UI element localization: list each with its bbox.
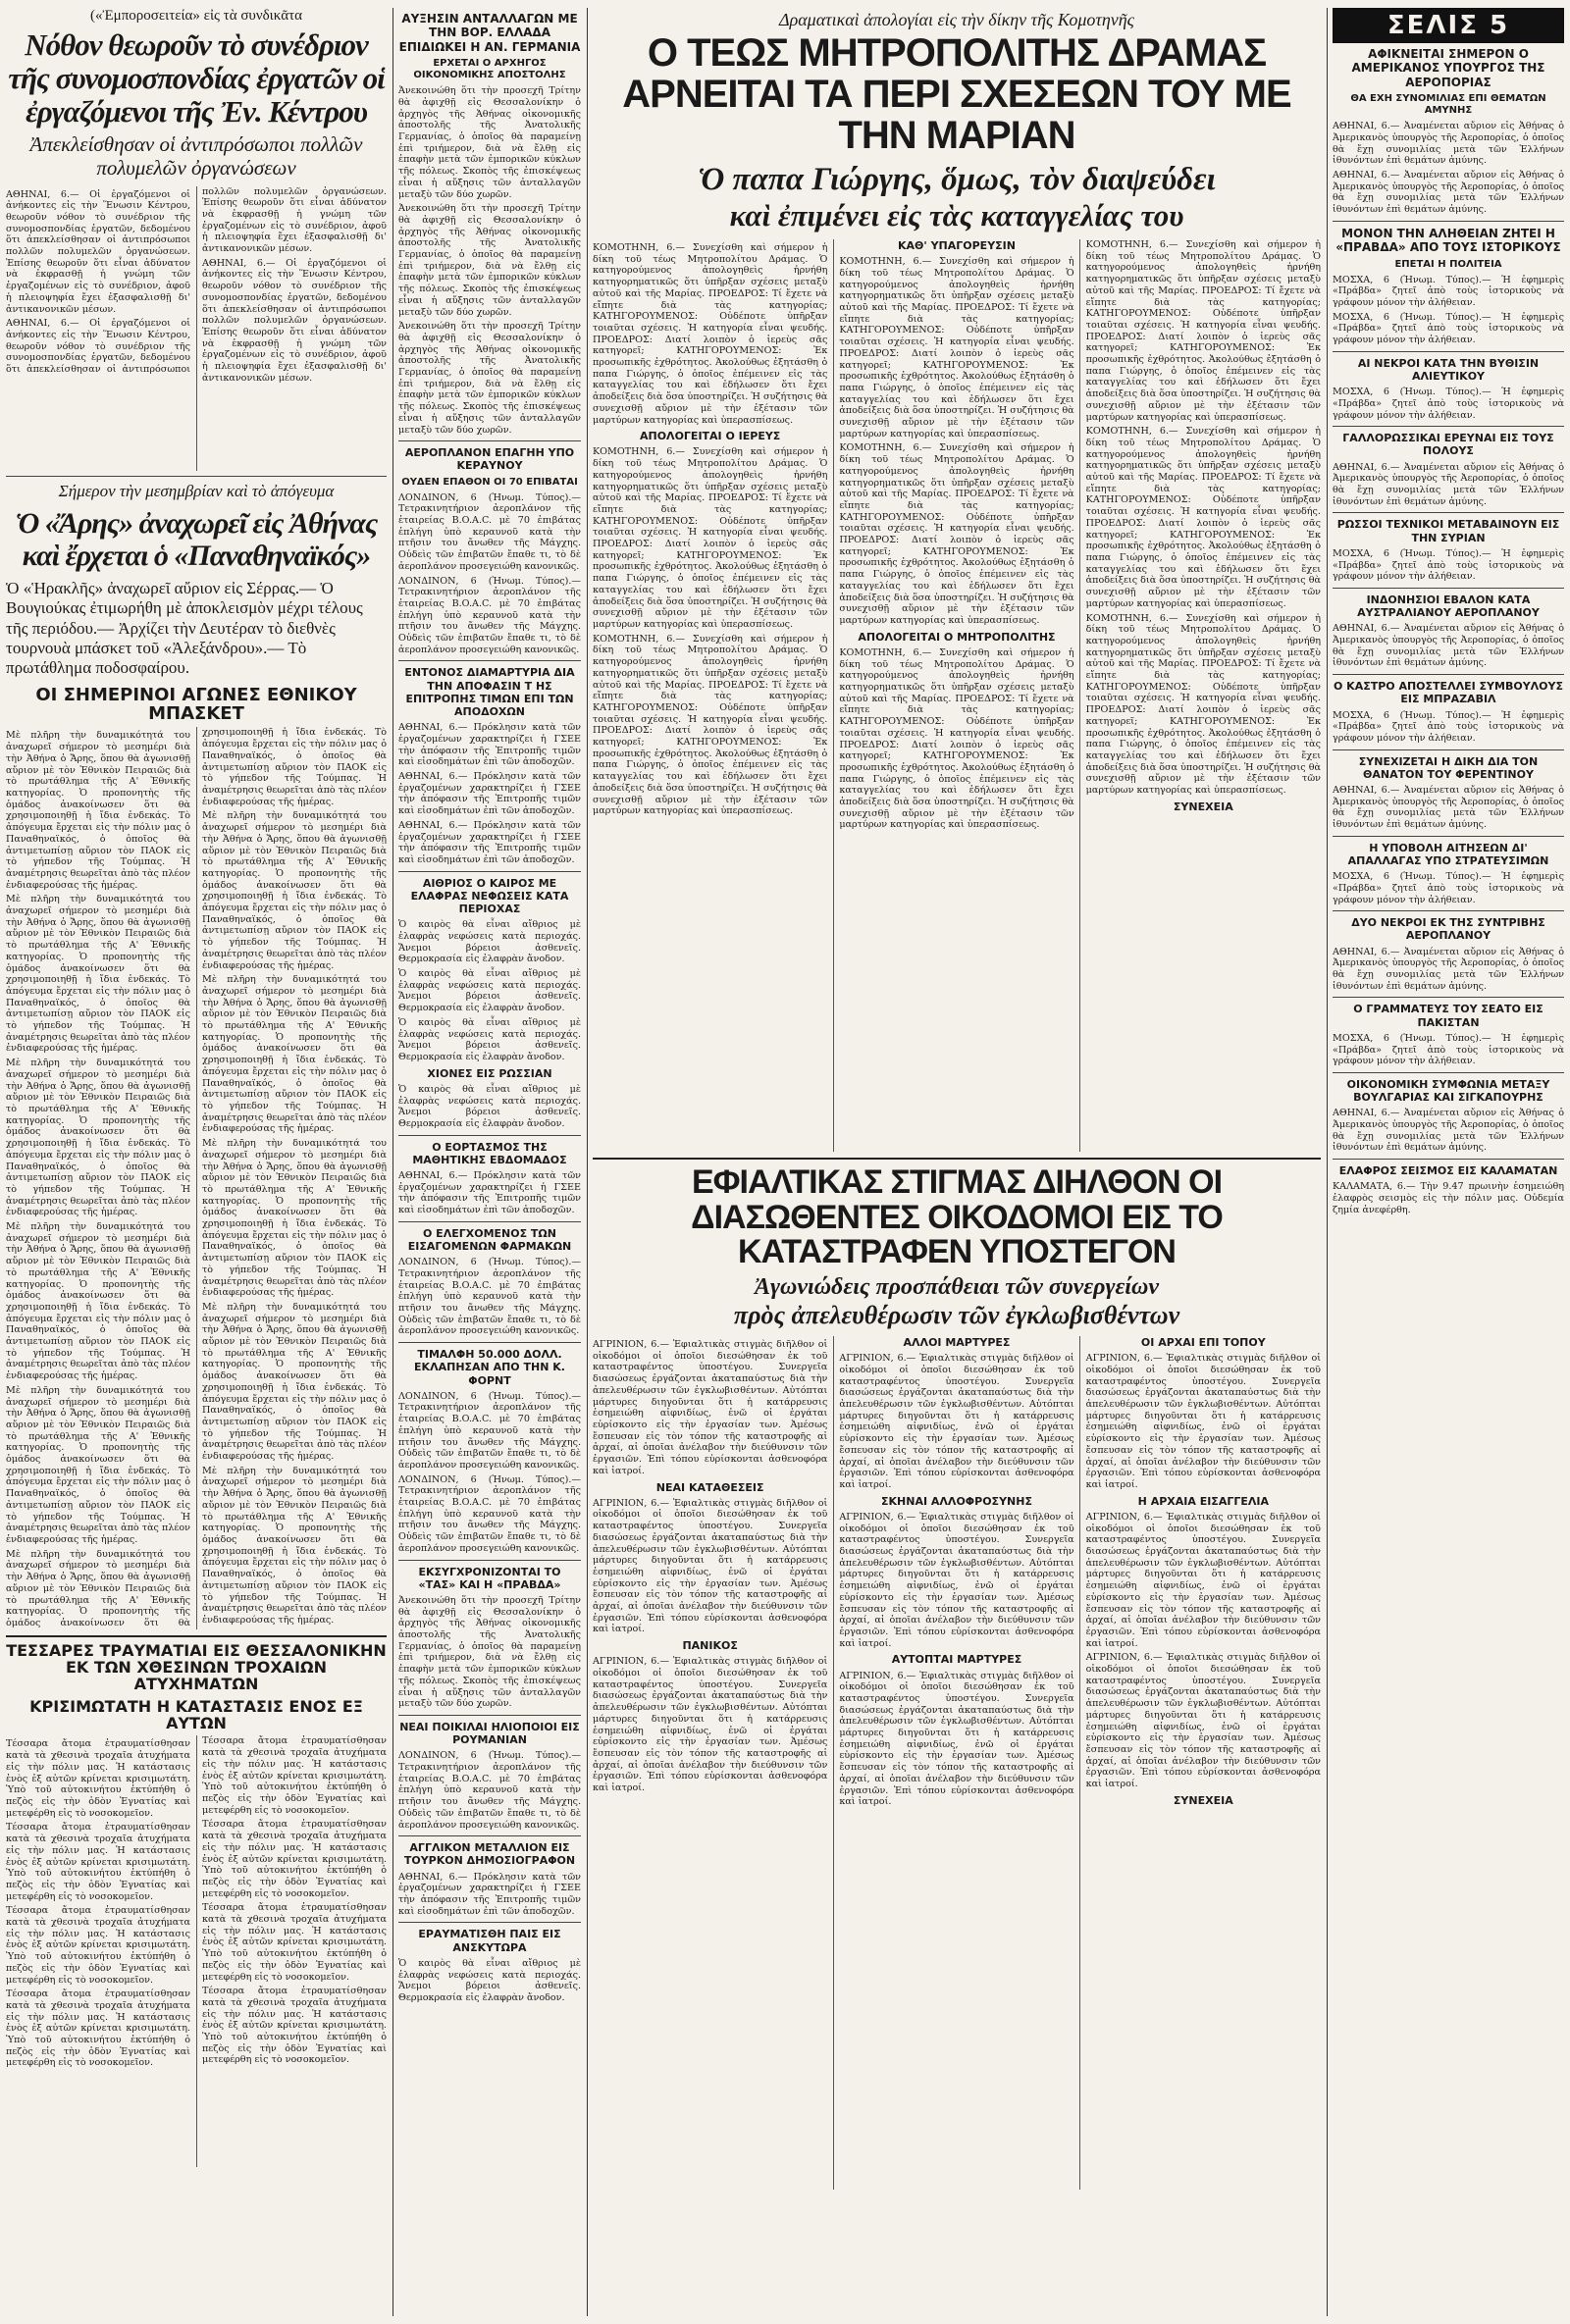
headline-child: ΕΡΑΥΜΑΤΙΣΘΗ ΠΑΙΣ ΕΙΣ ΑΝΣΚΥΤΩΡΑ	[418, 1928, 561, 1954]
headline-germany: ΑΥΞΗΣΙΝ ΑΝΤΑΛΛΑΓΩΝ ΜΕ ΤΗΝ ΒΟΡ. ΕΛΛΑΔΑ ΕΠΙΔΙΩΚΕΙ Η ΑΝ. ΓΕΡΜΑΝΙΑ	[398, 12, 581, 54]
headline-ferentinos: ΣΥΝΕΧΙΖΕΤΑΙ Η ΔΙΚΗ ΔΙΑ ΤΟΝ ΘΑΝΑΤΟΝ ΤΟΥ ΦΕΡΕΝΤΙΝΟΥ	[1358, 754, 1539, 781]
article-text: Ἀνεκοινώθη ὅτι τὴν προσεχῆ Τρίτην θὰ ἀφιχθῇ εἰς Θεσσαλονίκην ὁ ἀρχηγὸς τῆς Ἀθήνας οἰκονομικῆς ἀποστολῆς τῆς Ἀνατολικῆς Γερμανίας, ὁ ὁποῖος θὰ παραμείνῃ ἐπὶ τριήμερον, διὰ νὰ ἔλθῃ εἰς ἐπαφὴν μετὰ τῶν ἐμπορικῶν κύκλων τῆς πόλεως. Σκοπὸς τῆς ἐπισκέψεως εἶναι ἡ αὔξησις τῶν ἀνταλλαγῶν μεταξὺ τῶν δύο χωρῶν.	[398, 85, 581, 200]
article-text: Μὲ πλῆρη τὴν δυναμικότητά του ἀναχωρεῖ σήμερον τὸ μεσημέρι διὰ τὴν Ἀθήνα ὁ Ἄρης, ὅπου θὰ ἀγωνισθῇ αὔριον μὲ τὸν Ἐθνικὸν Πειραιῶς διὰ τὸ πρωτάθλημα τῆς Α' Ἐθνικῆς κατηγορίας. Ὁ προπονητὴς τῆς ὁμάδος ἀνακοίνωσεν ὅτι θὰ χρησιμοποιηθῇ ἡ ἴδια ἑνδεκάς. Τὸ ἀπόγευμα ἔρχεται εἰς τὴν πόλιν μας ὁ Παναθηναϊκός, ὁ ὁποῖος θὰ ἀντιμετωπίσῃ αὔριον τὸν ΠΑΟΚ εἰς τὸ γήπεδον τῆς Τούμπας. Ἡ ἀναμέτρησις θεωρεῖται ἀπὸ τὰς πλέον ἐνδιαφερούσας τῆς ἡμέρας.	[6, 1384, 190, 1545]
article-text: ΑΘΗΝΑΙ, 6.— Ἀναμένεται αὔριον εἰς Ἀθήνας ὁ Ἀμερικανὸς ὑπουργὸς τῆς Ἀεροπορίας, ὁ ὁποῖος θὰ ἔχῃ συνομιλίας μετὰ τῶν Ἑλλήνων ἰθυνόντων ἐπὶ θεμάτων ἀμύνης.	[1333, 1108, 1564, 1154]
headline-metropolitan: Ο ΤΕΩΣ ΜΗΤΡΟΠΟΛΙΤΗΣ ΔΡΑΜΑΣ ΑΡΝΕΙΤΑΙ ΤΑ ΠΕΡΙ ΣΧΕΣΕΩΝ ΤΟΥ ΜΕ ΤΗΝ ΜΑΡΙΑΝ	[622, 31, 1291, 157]
article-text: ΑΘΗΝΑΙ, 6.— Ἀναμένεται αὔριον εἰς Ἀθήνας ὁ Ἀμερικανὸς ὑπουργὸς τῆς Ἀεροπορίας, ὁ ὁποῖος θὰ ἔχῃ συνομιλίας μετὰ τῶν Ἑλλήνων ἰθυνόντων ἐπὶ θεμάτων ἀμύνης.	[1333, 946, 1564, 992]
article-text: ΑΘΗΝΑΙ, 6.— Οἱ ἐργαζόμενοι οἱ ἀνήκοντες εἰς τὴν Ἕνωσιν Κέντρου, θεωροῦν νόθον τὸ συνέδριον τῆς συνομοσπονδίας ἐργατῶν, δεδομένου ὅτι ἀπεκλείσθησαν οἱ ἀντιπρόσωποι πολλῶν πολυμελῶν ὀργανώσεων. Ἐπίσης θεωροῦν ὅτι εἶναι ἀδύνατον νὰ ἐκφρασθῇ ἡ γνώμη τῶν ἐργαζομένων εἰς τὸ συνέδριον, ἀφοῦ ἡ πλειοψηφία ἔχει ἐξασφαλισθῇ δι' ἀντικανονικῶν μέσων.	[202, 257, 387, 384]
article-text: Μὲ πλῆρη τὴν δυναμικότητά του ἀναχωρεῖ σήμερον τὸ μεσημέρι διὰ τὴν Ἀθήνα ὁ Ἄρης, ὅπου θὰ ἀγωνισθῇ αὔριον μὲ τὸν Ἐθνικὸν Πειραιῶς διὰ τὸ πρωτάθλημα τῆς Α' Ἐθνικῆς κατηγορίας. Ὁ προπονητὴς τῆς ὁμάδος ἀνακοίνωσεν ὅτι θὰ χρησιμοποιηθῇ ἡ ἴδια ἑνδεκάς. Τὸ ἀπόγευμα ἔρχεται εἰς τὴν πόλιν μας ὁ Παναθηναϊκός, ὁ ὁποῖος θὰ ἀντιμετωπίσῃ αὔριον τὸν ΠΑΟΚ εἰς τὸ γήπεδον τῆς Τούμπας. Ἡ ἀναμέτρησις θεωρεῖται ἀπὸ τὰς πλέον ἐνδιαφερούσας τῆς ἡμέρας.	[6, 894, 190, 1055]
article-text: Μὲ πλῆρη τὴν δυναμικότητά του ἀναχωρεῖ σήμερον τὸ μεσημέρι διὰ τὴν Ἀθήνα ὁ Ἄρης, ὅπου θὰ ἀγωνισθῇ αὔριον μὲ τὸν Ἐθνικὸν Πειραιῶς διὰ τὸ πρωτάθλημα τῆς Α' Ἐθνικῆς κατηγορίας. Ὁ προπονητὴς τῆς ὁμάδος ἀνακοίνωσεν ὅτι θὰ χρησιμοποιηθῇ ἡ ἴδια ἑνδεκάς. Τὸ ἀπόγευμα ἔρχεται εἰς τὴν πόλιν μας ὁ Παναθηναϊκός, ὁ ὁποῖος θὰ ἀντιμετωπίσῃ αὔριον τὸν ΠΑΟΚ εἰς τὸ γήπεδον τῆς Τούμπας. Ἡ ἀναμέτρησις θεωρεῖται ἀπὸ τὰς πλέον ἐνδιαφερούσας τῆς ἡμέρας.	[6, 727, 387, 1628]
subhead-germany: ΕΡΧΕΤΑΙ Ο ΑΡΧΗΓΟΣ ΟΙΚΟΝΟΜΙΚΗΣ ΑΠΟΣΤΟΛΗΣ	[413, 58, 566, 81]
continued-label: ΣΥΝΕΧΕΙΑ	[1173, 800, 1233, 813]
headline-fishing: ΑΙ ΝΕΚΡΟΙ ΚΑΤΑ ΤΗΝ ΒΥΘΙΣΙΝ ΑΛΙΕΥΤΙΚΟΥ	[1357, 356, 1540, 383]
headline-pravda: ΜΟΝΟΝ ΤΗΝ ΑΛΗΘΕΙΑΝ ΖΗΤΕΙ Η «ΠΡΑΒΔΑ» ΑΠΟ ΤΟΥΣ ΙΣΤΟΡΙΚΟΥΣ	[1335, 226, 1561, 255]
article-text: ΚΟΜΟΤΗΝΗ, 6.— Συνεχίσθη καὶ σήμερον ἡ δίκη τοῦ τέως Μητροπολίτου Δράμας. Ὁ κατηγορούμενος ἀπολογηθεὶς ἠρνήθη κατηγορηματικῶς ὅτι ὑπῆρξαν σχέσεις μεταξὺ αὐτοῦ καὶ τῆς Μαρίας. ΠΡΟΕΔΡΟΣ: Τί ἔχετε νὰ εἴπητε διὰ τὰς κατηγορίας; ΚΑΤΗΓΟΡΟΥΜΕΝΟΣ: Οὐδέποτε ὑπῆρξαν τοιαῦται σχέσεις. Ἡ κατηγορία εἶναι ψευδής. ΠΡΟΕΔΡΟΣ: Διατί λοιπὸν ὁ ἱερεὺς σᾶς κατηγορεῖ; ΚΑΤΗΓΟΡΟΥΜΕΝΟΣ: Ἐκ προσωπικῆς ἐχθρότητος. Ἀκολούθως ἐξητάσθη ὁ παπα Γιώργης, ὁ ὁποῖος ἐπέμεινεν εἰς τὰς καταγγελίας του καὶ ἐδήλωσεν ὅτι ἔχει ἀποδείξεις διὰ ὅσα ὑποστηρίζει. Ἡ συζήτησις θὰ συνεχισθῇ αὔριον μὲ τὴν ἐξέτασιν τῶν μαρτύρων κατηγορίας καὶ ὑπερασπίσεως.	[1085, 612, 1321, 797]
article-text: ΑΘΗΝΑΙ, 6.— Πρόκλησιν κατὰ τῶν ἐργαζομένων χαρακτηρίζει ἡ ΓΣΕΕ τὴν ἀπόφασιν τῆς Ἐπιτροπῆς τιμῶν καὶ εἰσοδημάτων ἐπὶ τῶν ἀποδοχῶν.	[398, 1170, 581, 1216]
article-text: Μὲ πλῆρη τὴν δυναμικότητά του ἀναχωρεῖ σήμερον τὸ μεσημέρι διὰ τὴν Ἀθήνα ὁ Ἄρης, ὅπου θὰ ἀγωνισθῇ αὔριον μὲ τὸν Ἐθνικὸν Πειραιῶς διὰ τὸ πρωτάθλημα τῆς Α' Ἐθνικῆς κατηγορίας. Ὁ προπονητὴς τῆς ὁμάδος ἀνακοίνωσεν ὅτι θὰ χρησιμοποιηθῇ ἡ ἴδια ἑνδεκάς. Τὸ ἀπόγευμα ἔρχεται εἰς τὴν πόλιν μας ὁ Παναθηναϊκός, ὁ ὁποῖος θὰ ἀντιμετωπίσῃ αὔριον τὸν ΠΑΟΚ εἰς τὸ γήπεδον τῆς Τούμπας. Ἡ ἀναμέτρησις θεωρεῖται ἀπὸ τὰς πλέον ἐνδιαφερούσας τῆς ἡμέρας.	[202, 974, 387, 1135]
headline-conscripts: Η ΥΠΟΒΟΛΗ ΑΙΤΗΣΕΩΝ ΔΙ' ΑΠΑΛΛΑΓΑΣ ΥΠΟ ΣΤΡΑΤΕΥΣΙΜΩΝ	[1347, 841, 1549, 867]
headline-basket: ΟΙ ΣΗΜΕΡΙΝΟΙ ΑΓΩΝΕΣ ΕΘΝΙΚΟΥ ΜΠΑΣΚΕΤ	[35, 684, 357, 724]
article-text: Μὲ πλῆρη τὴν δυναμικότητά του ἀναχωρεῖ σήμερον τὸ μεσημέρι διὰ τὴν Ἀθήνα ὁ Ἄρης, ὅπου θὰ ἀγωνισθῇ αὔριον μὲ τὸν Ἐθνικὸν Πειραιῶς διὰ τὸ πρωτάθλημα τῆς Α' Ἐθνικῆς κατηγορίας. Ὁ προπονητὴς τῆς ὁμάδος ἀνακοίνωσεν ὅτι θὰ χρησιμοποιηθῇ ἡ ἴδια ἑνδεκάς. Τὸ ἀπόγευμα ἔρχεται εἰς τὴν πόλιν μας ὁ Παναθηναϊκός, ὁ ὁποῖος θὰ ἀντιμετωπίσῃ αὔριον τὸν ΠΑΟΚ εἰς τὸ γήπεδον τῆς Τούμπας. Ἡ ἀναμέτρησις θεωρεῖται ἀπὸ τὰς πλέον ἐνδιαφερούσας τῆς ἡμέρας.	[6, 730, 190, 891]
article-text: ΚΟΜΟΤΗΝΗ, 6.— Συνεχίσθη καὶ σήμερον ἡ δίκη τοῦ τέως Μητροπολίτου Δράμας. Ὁ κατηγορούμενος ἀπολογηθεὶς ἠρνήθη κατηγορηματικῶς ὅτι ὑπῆρξαν σχέσεις μεταξὺ αὐτοῦ καὶ τῆς Μαρίας. ΠΡΟΕΔΡΟΣ: Τί ἔχετε νὰ εἴπητε διὰ τὰς κατηγορίας; ΚΑΤΗΓΟΡΟΥΜΕΝΟΣ: Οὐδέποτε ὑπῆρξαν τοιαῦται σχέσεις. Ἡ κατηγορία εἶναι ψευδής. ΠΡΟΕΔΡΟΣ: Διατί λοιπὸν ὁ ἱερεὺς σᾶς κατηγορεῖ; ΚΑΤΗΓΟΡΟΥΜΕΝΟΣ: Ἐκ προσωπικῆς ἐχθρότητος. Ἀκολούθως ἐξητάσθη ὁ παπα Γιώργης, ὁ ὁποῖος ἐπέμεινεν εἰς τὰς καταγγελίας του καὶ ἐδήλωσεν ὅτι ἔχει ἀποδείξεις διὰ ὅσα ὑποστηρίζει. Ἡ συζήτησις θὰ συνεχισθῇ αὔριον μὲ τὴν ἐξέτασιν τῶν μαρτύρων κατηγορίας καὶ ὑπερασπίσεως.	[593, 446, 828, 630]
article-text: Μὲ πλῆρη τὴν δυναμικότητά του ἀναχωρεῖ σήμερον τὸ μεσημέρι διὰ τὴν Ἀθήνα ὁ Ἄρης, ὅπου θὰ ἀγωνισθῇ αὔριον μὲ τὸν Ἐθνικὸν Πειραιῶς διὰ τὸ πρωτάθλημα τῆς Α' Ἐθνικῆς κατηγορίας. Ὁ προπονητὴς τῆς ὁμάδος ἀνακοίνωσεν ὅτι θὰ χρησιμοποιηθῇ ἡ ἴδια ἑνδεκάς. Τὸ ἀπόγευμα ἔρχεται εἰς τὴν πόλιν μας ὁ Παναθηναϊκός, ὁ ὁποῖος θὰ ἀντιμετωπίσῃ αὔριον τὸν ΠΑΟΚ εἰς τὸ γήπεδον τῆς Τούμπας. Ἡ ἀναμέτρησις θεωρεῖται ἀπὸ τὰς πλέον ἐνδιαφερούσας τῆς ἡμέρας.	[6, 1221, 190, 1382]
article-text: ΜΟΣΧΑ, 6 (Ἡνωμ. Τύπος).— Ἡ ἐφημερὶς «Πράβδα» ζητεῖ ἀπὸ τοὺς ἱστορικοὺς νὰ γράφουν μόνον τὴν ἀλήθειαν.	[1333, 709, 1564, 744]
headline-indonesia: ΙΝΔΟΝΗΣΙΟΙ ΕΒΑΛΟΝ ΚΑΤΑ ΑΥΣΤΡΑΛΙΑΝΟΥ ΑΕΡΟΠΛΑΝΟΥ	[1357, 593, 1540, 620]
headline-ford: ΤΙΜΑΛΦΗ 50.000 ΔΟΛΛ. ΕΚΛΑΠΗΣΑΝ ΑΠΟ ΤΗΝ Κ. ΦΟΡΝΤ	[414, 1348, 565, 1387]
article-text: Ὁ καιρὸς θὰ εἶναι αἴθριος μὲ ἐλαφρὰς νεφώσεις κατὰ περιοχάς. Ἄνεμοι βόρειοι ἀσθενεῖς. Θερμοκρασία εἰς ἐλαφρὰν ἄνοδον.	[398, 919, 581, 965]
deck-release: πρὸς ἀπελευθέρωσιν τῶν ἐγκλωβισθέντων	[733, 1301, 1180, 1330]
article-text: ΑΘΗΝΑΙ, 6.— Ἀναμένεται αὔριον εἰς Ἀθήνας ὁ Ἀμερικανὸς ὑπουργὸς τῆς Ἀεροπορίας, ὁ ὁποῖος θὰ ἔχῃ συνομιλίας μετὰ τῶν Ἑλλήνων ἰθυνόντων ἐπὶ θεμάτων ἀμύνης.	[1333, 121, 1564, 167]
headline-poles: ΓΑΛΛΟΡΩΣΣΙΚΑΙ ΕΡΕΥΝΑΙ ΕΙΣ ΤΟΥΣ ΠΟΛΟΥΣ	[1342, 432, 1554, 458]
headline-aris: Ὁ «Ἄρης» ἀναχωρεῖ εἰς Ἀθήνας καὶ ἔρχεται ὁ «Παναθηναϊκός»	[15, 506, 378, 573]
article-text: Τέσσαρα ἄτομα ἐτραυματίσθησαν κατὰ τὰ χθεσινὰ τροχαῖα ἀτυχήματα εἰς τὴν πόλιν μας. Ἡ κατάστασις ἑνὸς ἐξ αὐτῶν κρίνεται κρισιμωτάτη. Ὑπὸ τοῦ αὐτοκινήτου ἐκτύπήθη ὁ πεζὸς εἰς τὴν ὁδὸν Ἐγνατίας καὶ μετεφέρθη εἰς τὸ νοσοκομεῖον.	[6, 1822, 190, 1902]
article-text: Μὲ πλῆρη τὴν δυναμικότητά του ἀναχωρεῖ σήμερον τὸ μεσημέρι διὰ τὴν Ἀθήνα ὁ Ἄρης, ὅπου θὰ ἀγωνισθῇ αὔριον μὲ τὸν Ἐθνικὸν Πειραιῶς διὰ τὸ πρωτάθλημα τῆς Α' Ἐθνικῆς κατηγορίας. Ὁ προπονητὴς τῆς ὁμάδος ἀνακοίνωσεν ὅτι θὰ χρησιμοποιηθῇ ἡ ἴδια ἑνδεκάς. Τὸ ἀπόγευμα ἔρχεται εἰς τὴν πόλιν μας ὁ Παναθηναϊκός, ὁ ὁποῖος θὰ ἀντιμετωπίσῃ αὔριον τὸν ΠΑΟΚ εἰς τὸ γήπεδον τῆς Τούμπας. Ἡ ἀναμέτρησις θεωρεῖται ἀπὸ τὰς πλέον ἐνδιαφερούσας τῆς ἡμέρας.	[6, 1058, 190, 1218]
article-text: ΚΟΜΟΤΗΝΗ, 6.— Συνεχίσθη καὶ σήμερον ἡ δίκη τοῦ τέως Μητροπολίτου Δράμας. Ὁ κατηγορούμενος ἀπολογηθεὶς ἠρνήθη κατηγορηματικῶς ὅτι ὑπῆρξαν σχέσεις μεταξὺ αὐτοῦ καὶ τῆς Μαρίας. ΠΡΟΕΔΡΟΣ: Τί ἔχετε νὰ εἴπητε διὰ τὰς κατηγορίας; ΚΑΤΗΓΟΡΟΥΜΕΝΟΣ: Οὐδέποτε ὑπῆρξαν τοιαῦται σχέσεις. Ἡ κατηγορία εἶναι ψευδής. ΠΡΟΕΔΡΟΣ: Διατί λοιπὸν ὁ ἱερεὺς σᾶς κατηγορεῖ; ΚΑΤΗΓΟΡΟΥΜΕΝΟΣ: Ἐκ προσωπικῆς ἐχθρότητος. Ἀκολούθως ἐξητάσθη ὁ παπα Γιώργης, ὁ ὁποῖος ἐπέμεινεν εἰς τὰς καταγγελίας του καὶ ἐδήλωσεν ὅτι ἔχει ἀποδείξεις διὰ ὅσα ὑποστηρίζει. Ἡ συζήτησις θὰ συνεχισθῇ αὔριον μὲ τὴν ἐξέτασιν τῶν μαρτύρων κατηγορίας καὶ ὑπερασπίσεως.	[593, 633, 828, 817]
subhead-plane: ΟΥΔΕΝ ΕΠΑΘΟΝ ΟΙ 70 ΕΠΙΒΑΤΑΙ	[401, 476, 578, 488]
article-text: Μὲ πλῆρη τὴν δυναμικότητά του ἀναχωρεῖ σήμερον τὸ μεσημέρι διὰ τὴν Ἀθήνα ὁ Ἄρης, ὅπου θὰ ἀγωνισθῇ αὔριον μὲ τὸν Ἐθνικὸν Πειραιῶς διὰ τὸ πρωτάθλημα τῆς Α' Ἐθνικῆς κατηγορίας. Ὁ προπονητὴς τῆς ὁμάδος ἀνακοίνωσεν ὅτι θὰ χρησιμοποιηθῇ ἡ ἴδια ἑνδεκάς. Τὸ ἀπόγευμα ἔρχεται εἰς τὴν πόλιν μας ὁ Παναθηναϊκός, ὁ ὁποῖος θὰ ἀντιμετωπίσῃ αὔριον τὸν ΠΑΟΚ εἰς τὸ γήπεδον τῆς Τούμπας. Ἡ ἀναμέτρησις θεωρεῖται ἀπὸ τὰς πλέον ἐνδιαφερούσας τῆς ἡμέρας.	[202, 810, 387, 971]
article-text: ΚΟΜΟΤΗΝΗ, 6.— Συνεχίσθη καὶ σήμερον ἡ δίκη τοῦ τέως Μητροπολίτου Δράμας. Ὁ κατηγορούμενος ἀπολογηθεὶς ἠρνήθη κατηγορηματικῶς ὅτι ὑπῆρξαν σχέσεις μεταξὺ αὐτοῦ καὶ τῆς Μαρίας. ΠΡΟΕΔΡΟΣ: Τί ἔχετε νὰ εἴπητε διὰ τὰς κατηγορίας; ΚΑΤΗΓΟΡΟΥΜΕΝΟΣ: Οὐδέποτε ὑπῆρξαν τοιαῦται σχέσεις. Ἡ κατηγορία εἶναι ψευδής. ΠΡΟΕΔΡΟΣ: Διατί λοιπὸν ὁ ἱερεὺς σᾶς κατηγορεῖ; ΚΑΤΗΓΟΡΟΥΜΕΝΟΣ: Ἐκ προσωπικῆς ἐχθρότητος. Ἀκολούθως ἐξητάσθη ὁ παπα Γιώργης, ὁ ὁποῖος ἐπέμεινεν εἰς τὰς καταγγελίας του καὶ ἐδήλωσεν ὅτι ἔχει ἀποδείξεις διὰ ὅσα ὑποστηρίζει. Ἡ συζήτησις θὰ συνεχισθῇ αὔριον μὲ τὴν ἐξέτασιν τῶν μαρτύρων κατηγορίας καὶ ὑπερασπίσεως.	[839, 442, 1074, 626]
article-text: ΑΓΡΙΝΙΟΝ, 6.— Ἐφιαλτικὰς στιγμὰς διῆλθον οἱ οἰκοδόμοι οἱ ὁποῖοι διεσώθησαν ἐκ τοῦ καταστραφέντος ὑποστέγου. Συνεργεῖα διασώσεως ἐργάζονται ἀκαταπαύστως διὰ τὴν ἀπελευθέρωσιν τῶν ἐγκλωβισθέντων. Αὐτόπται μάρτυρες διηγοῦνται ὅτι ἡ κατάρρευσις ἐσημειώθη αἰφνιδίως, ἐνῶ οἱ ἐργάται εὑρίσκοντο εἰς τὴν ἐργασίαν των. Ἀμέσως ἔσπευσαν εἰς τὸν τόπον τῆς καταστροφῆς αἱ ἀρχαί, αἱ ὁποῖαι ἀνέλαβον τὴν διεύθυνσιν τῶν ἐργασιῶν. Ἐπὶ τόπου εὑρίσκονται ἀσθενοφόρα καὶ ἰατροί.	[1085, 1511, 1321, 1649]
article-text: ΑΘΗΝΑΙ, 6.— Πρόκλησιν κατὰ τῶν ἐργαζομένων χαρακτηρίζει ἡ ΓΣΕΕ τὴν ἀπόφασιν τῆς Ἐπιτροπῆς τιμῶν καὶ εἰσοδημάτων ἐπὶ τῶν ἀποδοχῶν.	[398, 722, 581, 768]
builders-body	[593, 1336, 1321, 2190]
article-text: Τέσσαρα ἄτομα ἐτραυματίσθησαν κατὰ τὰ χθεσινὰ τροχαῖα ἀτυχήματα εἰς τὴν πόλιν μας. Ἡ κατάστασις ἑνὸς ἐξ αὐτῶν κρίνεται κρισιμωτάτη. Ὑπὸ τοῦ αὐτοκινήτου ἐκτύπήθη ὁ πεζὸς εἰς τὴν ὁδὸν Ἐγνατίας καὶ μετεφέρθη εἰς τὸ νοσοκομεῖον.	[202, 1986, 387, 2066]
subhead-defense: ΘΑ ΕΧΗ ΣΥΝΟΜΙΛΙΑΣ ΕΠΙ ΘΕΜΑΤΩΝ ΑΜΥΝΗΣ	[1350, 93, 1546, 117]
headline-syria: ΡΩΣΣΟΙ ΤΕΧΝΙΚΟΙ ΜΕΤΑΒΑΙΝΟΥΝ ΕΙΣ ΤΗΝ ΣΥΡΙΑΝ	[1336, 518, 1560, 544]
article-text: ΚΟΜΟΤΗΝΗ, 6.— Συνεχίσθη καὶ σήμερον ἡ δίκη τοῦ τέως Μητροπολίτου Δράμας. Ὁ κατηγορούμενος ἀπολογηθεὶς ἠρνήθη κατηγορηματικῶς ὅτι ὑπῆρξαν σχέσεις μεταξὺ αὐτοῦ καὶ τῆς Μαρίας. ΠΡΟΕΔΡΟΣ: Τί ἔχετε νὰ εἴπητε διὰ τὰς κατηγορίας; ΚΑΤΗΓΟΡΟΥΜΕΝΟΣ: Οὐδέποτε ὑπῆρξαν τοιαῦται σχέσεις. Ἡ κατηγορία εἶναι ψευδής. ΠΡΟΕΔΡΟΣ: Διατί λοιπὸν ὁ ἱερεὺς σᾶς κατηγορεῖ; ΚΑΤΗΓΟΡΟΥΜΕΝΟΣ: Ἐκ προσωπικῆς ἐχθρότητος. Ἀκολούθως ἐξητάσθη ὁ παπα Γιώργης, ὁ ὁποῖος ἐπέμεινεν εἰς τὰς καταγγελίας του καὶ ἐδήλωσεν ὅτι ἔχει ἀποδείξεις διὰ ὅσα ὑποστηρίζει. Ἡ συζήτησις θὰ συνεχισθῇ αὔριον μὲ τὴν ἐξέτασιν τῶν μαρτύρων κατηγορίας καὶ ὑπερασπίσεως.	[839, 646, 1074, 831]
article-text: Τέσσαρα ἄτομα ἐτραυματίσθησαν κατὰ τὰ χθεσινὰ τροχαῖα ἀτυχήματα εἰς τὴν πόλιν μας. Ἡ κατάστασις ἑνὸς ἐξ αὐτῶν κρίνεται κρισιμωτάτη. Ὑπὸ τοῦ αὐτοκινήτου ἐκτύπήθη ὁ πεζὸς εἰς τὴν ὁδὸν Ἐγνατίας καὶ μετεφέρθη εἰς τὸ νοσοκομεῖον.	[202, 1902, 387, 1983]
article-text: ΑΘΗΝΑΙ, 6.— Πρόκλησιν κατὰ τῶν ἐργαζομένων χαρακτηρίζει ἡ ΓΣΕΕ τὴν ἀπόφασιν τῆς Ἐπιτροπῆς τιμῶν καὶ εἰσοδημάτων ἐπὶ τῶν ἀποδοχῶν.	[398, 819, 581, 865]
subhead-dictation: ΚΑΘ' ΥΠΑΓΟΡΕΥΣΙΝ	[897, 239, 1016, 252]
article-text: ΑΓΡΙΝΙΟΝ, 6.— Ἐφιαλτικὰς στιγμὰς διῆλθον οἱ οἰκοδόμοι οἱ ὁποῖοι διεσώθησαν ἐκ τοῦ καταστραφέντος ὑποστέγου. Συνεργεῖα διασώσεως ἐργάζονται ἀκαταπαύστως διὰ τὴν ἀπελευθέρωσιν τῶν ἐγκλωβισθέντων. Αὐτόπται μάρτυρες διηγοῦνται ὅτι ἡ κατάρρευσις ἐσημειώθη αἰφνιδίως, ἐνῶ οἱ ἐργάται εὑρίσκοντο εἰς τὴν ἐργασίαν των. Ἀμέσως ἔσπευσαν εἰς τὸν τόπον τῆς καταστροφῆς αἱ ἀρχαί, αἱ ὁποῖαι ἀνέλαβον τὴν διεύθυνσιν τῶν ἐργασιῶν. Ἐπὶ τόπου εὑρίσκονται ἀσθενοφόρα καὶ ἰατροί.	[593, 1497, 828, 1635]
article-text: Μὲ πλῆρη τὴν δυναμικότητά του ἀναχωρεῖ σήμερον τὸ μεσημέρι διὰ τὴν Ἀθήνα ὁ Ἄρης, ὅπου θὰ ἀγωνισθῇ αὔριον μὲ τὸν Ἐθνικὸν Πειραιῶς διὰ τὸ πρωτάθλημα τῆς Α' Ἐθνικῆς κατηγορίας. Ὁ προπονητὴς τῆς ὁμάδος ἀνακοίνωσεν ὅτι θὰ χρησιμοποιηθῇ ἡ ἴδια ἑνδεκάς. Τὸ ἀπόγευμα ἔρχεται εἰς τὴν πόλιν μας ὁ Παναθηναϊκός, ὁ ὁποῖος θὰ ἀντιμετωπίσῃ αὔριον τὸν ΠΑΟΚ εἰς τὸ γήπεδον τῆς Τούμπας. Ἡ ἀναμέτρησις θεωρεῖται ἀπὸ τὰς πλέον ἐνδιαφερούσας τῆς ἡμέρας.	[202, 1465, 387, 1626]
article-text: ΑΓΡΙΝΙΟΝ, 6.— Ἐφιαλτικὰς στιγμὰς διῆλθον οἱ οἰκοδόμοι οἱ ὁποῖοι διεσώθησαν ἐκ τοῦ καταστραφέντος ὑποστέγου. Συνεργεῖα διασώσεως ἐργάζονται ἀκαταπαύστως διὰ τὴν ἀπελευθέρωσιν τῶν ἐγκλωβισθέντων. Αὐτόπται μάρτυρες διηγοῦνται ὅτι ἡ κατάρρευσις ἐσημειώθη αἰφνιδίως, ἐνῶ οἱ ἐργάται εὑρίσκοντο εἰς τὴν ἐργασίαν των. Ἀμέσως ἔσπευσαν εἰς τὸν τόπον τῆς καταστροφῆς αἱ ἀρχαί, αἱ ὁποῖαι ἀνέλαβον τὴν διεύθυνσιν τῶν ἐργασιῶν. Ἐπὶ τόπου εὑρίσκονται ἀσθενοφόρα καὶ ἰατροί.	[839, 1511, 1074, 1649]
article-text: Τέσσαρα ἄτομα ἐτραυματίσθησαν κατὰ τὰ χθεσινὰ τροχαῖα ἀτυχήματα εἰς τὴν πόλιν μας. Ἡ κατάστασις ἑνὸς ἐξ αὐτῶν κρίνεται κρισιμωτάτη. Ὑπὸ τοῦ αὐτοκινήτου ἐκτύπήθη ὁ πεζὸς εἰς τὴν ὁδὸν Ἐγνατίας καὶ μετεφέρθη εἰς τὸ νοσοκομεῖον.	[6, 1738, 190, 1819]
subhead-testimonies: ΝΕΑΙ ΚΑΤΑΘΕΣΕΙΣ	[655, 1480, 764, 1494]
headline-earthquake: ΕΛΑΦΡΟΣ ΣΕΙΣΜΟΣ ΕΙΣ ΚΑΛΑΜΑΤΑΝ	[1338, 1164, 1558, 1178]
headline-bulgaria: ΟΙΚΟΝΟΜΙΚΗ ΣΥΜΦΩΝΙΑ ΜΕΤΑΞΥ ΒΟΥΛΓΑΡΙΑΣ ΚΑΙ ΣΙΓΚΑΠΟΥΡΗΣ	[1346, 1077, 1550, 1105]
article-text: Ὁ καιρὸς θὰ εἶναι αἴθριος μὲ ἐλαφρὰς νεφώσεις κατὰ περιοχάς. Ἄνεμοι βόρειοι ἀσθενεῖς. Θερμοκρασία εἰς ἐλαφρὰν ἄνοδον.	[398, 968, 581, 1014]
article-text: ΑΓΡΙΝΙΟΝ, 6.— Ἐφιαλτικὰς στιγμὰς διῆλθον οἱ οἰκοδόμοι οἱ ὁποῖοι διεσώθησαν ἐκ τοῦ καταστραφέντος ὑποστέγου. Συνεργεῖα διασώσεως ἐργάζονται ἀκαταπαύστως διὰ τὴν ἀπελευθέρωσιν τῶν ἐγκλωβισθέντων. Αὐτόπται μάρτυρες διηγοῦνται ὅτι ἡ κατάρρευσις ἐσημειώθη αἰφνιδίως, ἐνῶ οἱ ἐργάται εὑρίσκοντο εἰς τὴν ἐργασίαν των. Ἀμέσως ἔσπευσαν εἰς τὸν τόπον τῆς καταστροφῆς αἱ ἀρχαί, αἱ ὁποῖαι ἀνέλαβον τὴν διεύθυνσιν τῶν ἐργασιῶν. Ἐπὶ τόπου εὑρίσκονται ἀσθενοφόρα καὶ ἰατροί.	[593, 1339, 828, 1476]
quote-line: («Ἐμποροσειτεία» εἰς τὰ συνδικᾶτα	[89, 8, 303, 24]
headline-confederation: Νόθον θεωροῦν τὸ συνέδριον τῆς συνομοσπονδίας ἐργατῶν οἱ ἐργαζόμενοι τῆς Ἐν. Κέντρου	[8, 27, 385, 129]
column-rule	[1327, 8, 1328, 2316]
subhead-priest: ΑΠΟΛΟΓΕΙΤΑΙ Ο ΙΕΡΕΥΣ	[639, 430, 781, 443]
subhead-excluded: Ἀπεκλείσθησαν οἱ ἀντιπρόσωποι πολλῶν πολυμελῶν ὀργανώσεων	[29, 132, 363, 181]
article-text: Τέσσαρα ἄτομα ἐτραυματίσθησαν κατὰ τὰ χθεσινὰ τροχαῖα ἀτυχήματα εἰς τὴν πόλιν μας. Ἡ κατάστασις ἑνὸς ἐξ αὐτῶν κρίνεται κρισιμωτάτη. Ὑπὸ τοῦ αὐτοκινήτου ἐκτύπήθη ὁ πεζὸς εἰς τὴν ὁδὸν Ἐγνατίας καὶ μετεφέρθη εἰς τὸ νοσοκομεῖον.	[6, 1988, 190, 2069]
article-text: ΛΟΝΔΙΝΟΝ, 6 (Ἡνωμ. Τύπος).— Τετρακινητήριον ἀεροπλάνον τῆς ἑταιρείας B.O.A.C. μὲ 70 ἐπιβάτας ἐπλήγη ὑπὸ κεραυνοῦ κατὰ τὴν πτῆσιν του ἄνωθεν τῆς Μάγχης. Οὐδεὶς τῶν ἐπιβατῶν ἔπαθε τι, τὸ δὲ ἀεροπλάνον προσεγειώθη κανονικῶς.	[398, 491, 581, 572]
article-text: ΛΟΝΔΙΝΟΝ, 6 (Ἡνωμ. Τύπος).— Τετρακινητήριον ἀεροπλάνον τῆς ἑταιρείας B.O.A.C. μὲ 70 ἐπιβάτας ἐπλήγη ὑπὸ κεραυνοῦ κατὰ τὴν πτῆσιν του ἄνωθεν τῆς Μάγχης. Οὐδεὶς τῶν ἐπιβατῶν ἔπαθε τι, τὸ δὲ ἀεροπλάνον προσεγειώθη κανονικῶς.	[398, 1257, 581, 1337]
headline-builders: ΕΦΙΑΛΤΙΚΑΣ ΣΤΙΓΜΑΣ ΔΙΗΛΘΟΝ ΟΙ ΔΙΑΣΩΘΕΝΤΕΣ ΟΙΚΟΔΟΜΟΙ ΕΙΣ ΤΟ ΚΑΤΑΣΤΡΑΦΕΝ ΥΠΟΣΤΕΓΟΝ	[691, 1163, 1223, 1271]
deck-papa-giorgis: Ὁ παπα Γιώργης, ὅμως, τὸν διαψεύδει	[698, 162, 1216, 197]
article-text: ΜΟΣΧΑ, 6 (Ἡνωμ. Τύπος).— Ἡ ἐφημερὶς «Πράβδα» ζητεῖ ἀπὸ τοὺς ἱστορικοὺς νὰ γράφουν μόνον τὴν ἀλήθειαν.	[1333, 387, 1564, 421]
article-text: Ὁ καιρὸς θὰ εἶναι αἴθριος μὲ ἐλαφρὰς νεφώσεις κατὰ περιοχάς. Ἄνεμοι βόρειοι ἀσθενεῖς. Θερμοκρασία εἰς ἐλαφρὰν ἄνοδον.	[398, 1957, 581, 2003]
headline-plane: ΑΕΡΟΠΛΑΝΟΝ ΕΠΑΓΗΗ ΥΠΟ ΚΕΡΑΥΝΟΥ	[404, 446, 575, 473]
kicker-trial: Δραματικαὶ ἀπολογίαι εἰς τὴν δίκην τῆς Κομοτηνῆς	[779, 10, 1134, 29]
article-body	[6, 186, 387, 471]
article-text: ΚΟΜΟΤΗΝΗ, 6.— Συνεχίσθη καὶ σήμερον ἡ δίκη τοῦ τέως Μητροπολίτου Δράμας. Ὁ κατηγορούμενος ἀπολογηθεὶς ἠρνήθη κατηγορηματικῶς ὅτι ὑπῆρξαν σχέσεις μεταξὺ αὐτοῦ καὶ τῆς Μαρίας. ΠΡΟΕΔΡΟΣ: Τί ἔχετε νὰ εἴπητε διὰ τὰς κατηγορίας; ΚΑΤΗΓΟΡΟΥΜΕΝΟΣ: Οὐδέποτε ὑπῆρξαν τοιαῦται σχέσεις. Ἡ κατηγορία εἶναι ψευδής. ΠΡΟΕΔΡΟΣ: Διατί λοιπὸν ὁ ἱερεὺς σᾶς κατηγορεῖ; ΚΑΤΗΓΟΡΟΥΜΕΝΟΣ: Ἐκ προσωπικῆς ἐχθρότητος. Ἀκολούθως ἐξητάσθη ὁ παπα Γιώργης, ὁ ὁποῖος ἐπέμεινεν εἰς τὰς καταγγελίας του καὶ ἐδήλωσεν ὅτι ἔχει ἀποδείξεις διὰ ὅσα ὑποστηρίζει. Ἡ συζήτησις θὰ συνεχισθῇ αὔριον μὲ τὴν ἐξέτασιν τῶν μαρτύρων κατηγορίας καὶ ὑπερασπίσεως.	[1085, 239, 1321, 423]
headline-weather: ΑΙΘΡΙΟΣ Ο ΚΑΙΡΟΣ ΜΕ ΕΛΑΦΡΑΣ ΝΕΦΩΣΕΙΣ ΚΑΤΑ ΠΕΡΙΟΧΑΣ	[410, 876, 569, 916]
article-text: ΛΟΝΔΙΝΟΝ, 6 (Ἡνωμ. Τύπος).— Τετρακινητήριον ἀεροπλάνον τῆς ἑταιρείας B.O.A.C. μὲ 70 ἐπιβάτας ἐπλήγη ὑπὸ κεραυνοῦ κατὰ τὴν πτῆσιν του ἄνωθεν τῆς Μάγχης. Οὐδεὶς τῶν ἐπιβατῶν ἔπαθε τι, τὸ δὲ ἀεροπλάνον προσεγειώθη κανονικῶς.	[398, 575, 581, 655]
subhead-authorities: ΟΙ ΑΡΧΑΙ ΕΠΙ ΤΟΠΟΥ	[1140, 1336, 1266, 1350]
column-rule	[587, 8, 588, 2316]
article-text: ΚΟΜΟΤΗΝΗ, 6.— Συνεχίσθη καὶ σήμερον ἡ δίκη τοῦ τέως Μητροπολίτου Δράμας. Ὁ κατηγορούμενος ἀπολογηθεὶς ἠρνήθη κατηγορηματικῶς ὅτι ὑπῆρξαν σχέσεις μεταξὺ αὐτοῦ καὶ τῆς Μαρίας. ΠΡΟΕΔΡΟΣ: Τί ἔχετε νὰ εἴπητε διὰ τὰς κατηγορίας; ΚΑΤΗΓΟΡΟΥΜΕΝΟΣ: Οὐδέποτε ὑπῆρξαν τοιαῦται σχέσεις. Ἡ κατηγορία εἶναι ψευδής. ΠΡΟΕΔΡΟΣ: Διατί λοιπὸν ὁ ἱερεὺς σᾶς κατηγορεῖ; ΚΑΤΗΓΟΡΟΥΜΕΝΟΣ: Ἐκ προσωπικῆς ἐχθρότητος. Ἀκολούθως ἐξητάσθη ὁ παπα Γιώργης, ὁ ὁποῖος ἐπέμεινεν εἰς τὰς καταγγελίας του καὶ ἐδήλωσεν ὅτι ἔχει ἀποδείξεις διὰ ὅσα ὑποστηρίζει. Ἡ συζήτησις θὰ συνεχισθῇ αὔριον μὲ τὴν ἐξέτασιν τῶν μαρτύρων κατηγορίας καὶ ὑπερασπίσεως.	[593, 242, 828, 426]
article-text: ΑΘΗΝΑΙ, 6.— Ἀναμένεται αὔριον εἰς Ἀθήνας ὁ Ἀμερικανὸς ὑπουργὸς τῆς Ἀεροπορίας, ὁ ὁποῖος θὰ ἔχῃ συνομιλίας μετὰ τῶν Ἑλλήνων ἰθυνόντων ἐπὶ θεμάτων ἀμύνης.	[1333, 785, 1564, 831]
deck-efforts: Ἀγωνιώδεις προσπάθειαι τῶν συνεργείων	[755, 1274, 1159, 1301]
article-text: ΜΟΣΧΑ, 6 (Ἡνωμ. Τύπος).— Ἡ ἐφημερὶς «Πράβδα» ζητεῖ ἀπὸ τοὺς ἱστορικοὺς νὰ γράφουν μόνον τὴν ἀλήθειαν.	[1333, 547, 1564, 583]
headline-tass: ΕΚΣΥΓΧΡΟΝΙΖΟΝΤΑΙ ΤΟ «ΤΑΣ» ΚΑΙ Η «ΠΡΑΒΔΑ»	[418, 1565, 561, 1591]
article-text: ΜΟΣΧΑ, 6 (Ἡνωμ. Τύπος).— Ἡ ἐφημερὶς «Πράβδα» ζητεῖ ἀπὸ τοὺς ἱστορικοὺς νὰ γράφουν μόνον τὴν ἀλήθειαν.	[1333, 871, 1564, 905]
page-number-masthead: ΣΕΛΙΣ 5	[1333, 8, 1564, 43]
headline-critical: ΚΡΙΣΙΜΩΤΑΤΗ Η ΚΑΤΑΣΤΑΣΙΣ ΕΝΟΣ ΕΞ ΑΥΤΩΝ	[29, 1696, 363, 1732]
headline-snow: ΧΙΟΝΕΣ ΕΙΣ ΡΩΣΣΙΑΝ	[427, 1066, 552, 1080]
nav-line: Σήμερον τὴν μεσημβρίαν καὶ τὸ ἀπόγευμα	[58, 481, 335, 500]
article-text: ΜΟΣΧΑ, 6 (Ἡνωμ. Τύπος).— Ἡ ἐφημερὶς «Πράβδα» ζητεῖ ἀπὸ τοὺς ἱστορικοὺς νὰ γράφουν μόνον τὴν ἀλήθειαν.	[1333, 1032, 1564, 1067]
headline-minister: ΑΦΙΚΝΕΙΤΑΙ ΣΗΜΕΡΟΝ Ο ΑΜΕΡΙΚΑΝΟΣ ΥΠΟΥΡΓΟΣ ΤΗΣ ΑΕΡΟΠΟΡΙΑΣ	[1351, 47, 1545, 89]
subhead-other-witnesses: ΑΛΛΟΙ ΜΑΡΤΥΡΕΣ	[903, 1336, 1011, 1350]
article-text: Τέσσαρα ἄτομα ἐτραυματίσθησαν κατὰ τὰ χθεσινὰ τροχαῖα ἀτυχήματα εἰς τὴν πόλιν μας. Ἡ κατάστασις ἑνὸς ἐξ αὐτῶν κρίνεται κρισιμωτάτη. Ὑπὸ τοῦ αὐτοκινήτου ἐκτύπήθη ὁ πεζὸς εἰς τὴν ὁδὸν Ἐγνατίας καὶ μετεφέρθη εἰς τὸ νοσοκομεῖον.	[6, 1905, 190, 1986]
subhead-metropolitan: ΑΠΟΛΟΓΕΙΤΑΙ Ο ΜΗΤΡΟΠΟΛΙΤΗΣ	[858, 630, 1056, 644]
article-text: ΑΓΡΙΝΙΟΝ, 6.— Ἐφιαλτικὰς στιγμὰς διῆλθον οἱ οἰκοδόμοι οἱ ὁποῖοι διεσώθησαν ἐκ τοῦ καταστραφέντος ὑποστέγου. Συνεργεῖα διασώσεως ἐργάζονται ἀκαταπαύστως διὰ τὴν ἀπελευθέρωσιν τῶν ἐγκλωβισθέντων. Αὐτόπται μάρτυρες διηγοῦνται ὅτι ἡ κατάρρευσις ἐσημειώθη αἰφνιδίως, ἐνῶ οἱ ἐργάται εὑρίσκοντο εἰς τὴν ἐργασίαν των. Ἀμέσως ἔσπευσαν εἰς τὸν τόπον τῆς καταστροφῆς αἱ ἀρχαί, αἱ ὁποῖαι ἀνέλαβον τὴν διεύθυνσιν τῶν ἐργασιῶν. Ἐπὶ τόπου εὑρίσκονται ἀσθενοφόρα καὶ ἰατροί.	[1085, 1353, 1321, 1490]
article-text: Ἀνεκοινώθη ὅτι τὴν προσεχῆ Τρίτην θὰ ἀφιχθῇ εἰς Θεσσαλονίκην ὁ ἀρχηγὸς τῆς Ἀθήνας οἰκονομικῆς ἀποστολῆς τῆς Ἀνατολικῆς Γερμανίας, ὁ ὁποῖος θὰ παραμείνῃ ἐπὶ τριήμερον, διὰ νὰ ἔλθῃ εἰς ἐπαφὴν μετὰ τῶν ἐμπορικῶν κύκλων τῆς πόλεως. Σκοπὸς τῆς ἐπισκέψεως εἶναι ἡ αὔξησις τῶν ἀνταλλαγῶν μεταξὺ τῶν δύο χωρῶν.	[398, 321, 581, 436]
article-text: ΑΘΗΝΑΙ, 6.— Οἱ ἐργαζόμενοι οἱ ἀνήκοντες εἰς τὴν Ἕνωσιν Κέντρου, θεωροῦν νόθον τὸ συνέδριον τῆς συνομοσπονδίας ἐργατῶν, δεδομένου ὅτι ἀπεκλείσθησαν οἱ ἀντιπρόσωποι πολλῶν πολυμελῶν ὀργανώσεων. Ἐπίσης θεωροῦν ὅτι εἶναι ἀδύνατον νὰ ἐκφρασθῇ ἡ γνώμη τῶν ἐργαζομένων εἰς τὸ συνέδριον, ἀφοῦ ἡ πλειοψηφία ἔχει ἐξασφαλισθῇ δι' ἀντικανονικῶν μέσων.	[6, 188, 190, 315]
article-text: ΚΟΜΟΤΗΝΗ, 6.— Συνεχίσθη καὶ σήμερον ἡ δίκη τοῦ τέως Μητροπολίτου Δράμας. Ὁ κατηγορούμενος ἀπολογηθεὶς ἠρνήθη κατηγορηματικῶς ὅτι ὑπῆρξαν σχέσεις μεταξὺ αὐτοῦ καὶ τῆς Μαρίας. ΠΡΟΕΔΡΟΣ: Τί ἔχετε νὰ εἴπητε διὰ τὰς κατηγορίας; ΚΑΤΗΓΟΡΟΥΜΕΝΟΣ: Οὐδέποτε ὑπῆρξαν τοιαῦται σχέσεις. Ἡ κατηγορία εἶναι ψευδής. ΠΡΟΕΔΡΟΣ: Διατί λοιπὸν ὁ ἱερεὺς σᾶς κατηγορεῖ; ΚΑΤΗΓΟΡΟΥΜΕΝΟΣ: Ἐκ προσωπικῆς ἐχθρότητος. Ἀκολούθως ἐξητάσθη ὁ παπα Γιώργης, ὁ ὁποῖος ἐπέμεινεν εἰς τὰς καταγγελίας του καὶ ἐδήλωσεν ὅτι ἔχει ἀποδείξεις διὰ ὅσα ὑποστηρίζει. Ἡ συζήτησις θὰ συνεχισθῇ αὔριον μὲ τὴν ἐξέτασιν τῶν μαρτύρων κατηγορίας καὶ ὑπερασπίσεως.	[839, 256, 1074, 439]
article-text: ΑΘΗΝΑΙ, 6.— Ἀναμένεται αὔριον εἰς Ἀθήνας ὁ Ἀμερικανὸς ὑπουργὸς τῆς Ἀεροπορίας, ὁ ὁποῖος θὰ ἔχῃ συνομιλίας μετὰ τῶν Ἑλλήνων ἰθυνόντων ἐπὶ θεμάτων ἀμύνης.	[1333, 623, 1564, 669]
article-text: ΛΟΝΔΙΝΟΝ, 6 (Ἡνωμ. Τύπος).— Τετρακινητήριον ἀεροπλάνον τῆς ἑταιρείας B.O.A.C. μὲ 70 ἐπιβάτας ἐπλήγη ὑπὸ κεραυνοῦ κατὰ τὴν πτῆσιν του ἄνωθεν τῆς Μάγχης. Οὐδεὶς τῶν ἐπιβατῶν ἔπαθε τι, τὸ δὲ ἀεροπλάνον προσεγειώθη κανονικῶς.	[398, 1473, 581, 1554]
article-text: ΑΓΡΙΝΙΟΝ, 6.— Ἐφιαλτικὰς στιγμὰς διῆλθον οἱ οἰκοδόμοι οἱ ὁποῖοι διεσώθησαν ἐκ τοῦ καταστραφέντος ὑποστέγου. Συνεργεῖα διασώσεως ἐργάζονται ἀκαταπαύστως διὰ τὴν ἀπελευθέρωσιν τῶν ἐγκλωβισθέντων. Αὐτόπται μάρτυρες διηγοῦνται ὅτι ἡ κατάρρευσις ἐσημειώθη αἰφνιδίως, ἐνῶ οἱ ἐργάται εὑρίσκοντο εἰς τὴν ἐργασίαν των. Ἀμέσως ἔσπευσαν εἰς τὸν τόπον τῆς καταστροφῆς αἱ ἀρχαί, αἱ ὁποῖαι ἀνέλαβον τὴν διεύθυνσιν τῶν ἐργασιῶν. Ἐπὶ τόπου εὑρίσκονται ἀσθενοφόρα καὶ ἰατροί.	[593, 1656, 828, 1794]
headline-medal: ΑΓΓΛΙΚΟΝ ΜΕΤΑΛΛΙΟΝ ΕΙΣ ΤΟΥΡΚΟΝ ΔΗΜΟΣΙΟΓΡΑΦΟΝ	[403, 1841, 576, 1868]
article-text: Ὁ καιρὸς θὰ εἶναι αἴθριος μὲ ἐλαφρὰς νεφώσεις κατὰ περιοχάς. Ἄνεμοι βόρειοι ἀσθενεῖς. Θερμοκρασία εἰς ἐλαφρὰν ἄνοδον.	[398, 1016, 581, 1062]
deck-insists: καὶ ἐπιμένει εἰς τὰς καταγγελίας του	[729, 198, 1184, 232]
subhead-scenes: ΣΚΗΝΑΙ ΑΛΛΟΦΡΟΣΥΝΗΣ	[881, 1494, 1032, 1508]
article-text: ΚΑΛΑΜΑΤΑ, 6.— Τὴν 9.47 πρωινὴν ἐσημειώθη ἐλαφρὸς σεισμὸς εἰς τὴν πόλιν μας. Οὐδεμία ζημία ἀνεφέρθη.	[1333, 1181, 1564, 1215]
headline-drugs: Ο ΕΛΕΓΧΟΜΕΝΟΣ ΤΩΝ ΕΙΣΑΓΟΜΕΝΩΝ ΦΑΡΜΑΚΩΝ	[407, 1226, 572, 1254]
subhead-state: ΕΠΕΤΑΙ Η ΠΟΛΙΤΕΙΑ	[1394, 258, 1502, 270]
left-column	[6, 8, 387, 2316]
subhead-eyewitnesses: ΑΥΤΟΠΤΑΙ ΜΑΡΤΥΡΕΣ	[891, 1653, 1022, 1667]
article-text: ΑΘΗΝΑΙ, 6.— Πρόκλησιν κατὰ τῶν ἐργαζομένων χαρακτηρίζει ἡ ΓΣΕΕ τὴν ἀπόφασιν τῆς Ἐπιτροπῆς τιμῶν καὶ εἰσοδημάτων ἐπὶ τῶν ἀποδοχῶν.	[398, 1871, 581, 1917]
article-text: ΑΓΡΙΝΙΟΝ, 6.— Ἐφιαλτικὰς στιγμὰς διῆλθον οἱ οἰκοδόμοι οἱ ὁποῖοι διεσώθησαν ἐκ τοῦ καταστραφέντος ὑποστέγου. Συνεργεῖα διασώσεως ἐργάζονται ἀκαταπαύστως διὰ τὴν ἀπελευθέρωσιν τῶν ἐγκλωβισθέντων. Αὐτόπται μάρτυρες διηγοῦνται ὅτι ἡ κατάρρευσις ἐσημειώθη αἰφνιδίως, ἐνῶ οἱ ἐργάται εὑρίσκοντο εἰς τὴν ἐργασίαν των. Ἀμέσως ἔσπευσαν εἰς τὸν τόπον τῆς καταστροφῆς αἱ ἀρχαί, αἱ ὁποῖαι ἀνέλαβον τὴν διεύθυνσιν τῶν ἐργασιῶν. Ἐπὶ τόπου εὑρίσκονται ἀσθενοφόρα καὶ ἰατροί.	[1085, 1652, 1321, 1790]
article-text: Τέσσαρα ἄτομα ἐτραυματίσθησαν κατὰ τὰ χθεσινὰ τροχαῖα ἀτυχήματα εἰς τὴν πόλιν μας. Ἡ κατάστασις ἑνὸς ἐξ αὐτῶν κρίνεται κρισιμωτάτη. Ὑπὸ τοῦ αὐτοκινήτου ἐκτύπήθη ὁ πεζὸς εἰς τὴν ὁδὸν Ἐγνατίας καὶ μετεφέρθη εἰς τὸ νοσοκομεῖον.	[202, 1735, 387, 1816]
headline-castro: Ο ΚΑΣΤΡΟ ΑΠΟΣΤΕΛΛΕΙ ΣΥΜΒΟΥΛΟΥΣ ΕΙΣ ΜΠΡΑΖΑΒΙΛ	[1333, 680, 1563, 706]
article-text: ΑΘΗΝΑΙ, 6.— Ἀναμένεται αὔριον εἰς Ἀθήνας ὁ Ἀμερικανὸς ὑπουργὸς τῆς Ἀεροπορίας, ὁ ὁποῖος θὰ ἔχῃ συνομιλίας μετὰ τῶν Ἑλλήνων ἰθυνόντων ἐπὶ θεμάτων ἀμύνης.	[1333, 461, 1564, 507]
article-text: ΑΘΗΝΑΙ, 6.— Οἱ ἐργαζόμενοι οἱ ἀνήκοντες εἰς τὴν Ἕνωσιν Κέντρου, θεωροῦν νόθον τὸ συνέδριον τῆς συνομοσπονδίας ἐργατῶν, δεδομένου ὅτι ἀπεκλείσθησαν οἱ ἀντιπρόσωποι πολλῶν πολυμελῶν ὀργανώσεων. Ἐπίσης θεωροῦν ὅτι εἶναι ἀδύνατον νὰ ἐκφρασθῇ ἡ γνώμη τῶν ἐργαζομένων εἰς τὸ συνέδριον, ἀφοῦ ἡ πλειοψηφία ἔχει ἐξασφαλισθῇ δι' ἀντικανονικῶν μέσων.	[6, 185, 387, 376]
article-text: ΛΟΝΔΙΝΟΝ, 6 (Ἡνωμ. Τύπος).— Τετρακινητήριον ἀεροπλάνον τῆς ἑταιρείας B.O.A.C. μὲ 70 ἐπιβάτας ἐπλήγη ὑπὸ κεραυνοῦ κατὰ τὴν πτῆσιν του ἄνωθεν τῆς Μάγχης. Οὐδεὶς τῶν ἐπιβατῶν ἔπαθε τι, τὸ δὲ ἀεροπλάνον προσεγειώθη κανονικῶς.	[398, 1750, 581, 1831]
column-rule	[392, 8, 393, 2316]
main-story-area	[593, 8, 1321, 2316]
article-text: ΚΟΜΟΤΗΝΗ, 6.— Συνεχίσθη καὶ σήμερον ἡ δίκη τοῦ τέως Μητροπολίτου Δράμας. Ὁ κατηγορούμενος ἀπολογηθεὶς ἠρνήθη κατηγορηματικῶς ὅτι ὑπῆρξαν σχέσεις μεταξὺ αὐτοῦ καὶ τῆς Μαρίας. ΠΡΟΕΔΡΟΣ: Τί ἔχετε νὰ εἴπητε διὰ τὰς κατηγορίας; ΚΑΤΗΓΟΡΟΥΜΕΝΟΣ: Οὐδέποτε ὑπῆρξαν τοιαῦται σχέσεις. Ἡ κατηγορία εἶναι ψευδής. ΠΡΟΕΔΡΟΣ: Διατί λοιπὸν ὁ ἱερεὺς σᾶς κατηγορεῖ; ΚΑΤΗΓΟΡΟΥΜΕΝΟΣ: Ἐκ προσωπικῆς ἐχθρότητος. Ἀκολούθως ἐξητάσθη ὁ παπα Γιώργης, ὁ ὁποῖος ἐπέμεινεν εἰς τὰς καταγγελίας του καὶ ἐδήλωσεν ὅτι ἔχει ἀποδείξεις διὰ ὅσα ὑποστηρίζει. Ἡ συζήτησις θὰ συνεχισθῇ αὔριον μὲ τὴν ἐξέτασιν τῶν μαρτύρων κατηγορίας καὶ ὑπερασπίσεως.	[1085, 426, 1321, 609]
subhead-prosecutor: Η ΑΡΧΑΙΑ ΕΙΣΑΓΓΕΛΙΑ	[1137, 1494, 1269, 1508]
article-text: ΑΘΗΝΑΙ, 6.— Ἀναμένεται αὔριον εἰς Ἀθήνας ὁ Ἀμερικανὸς ὑπουργὸς τῆς Ἀεροπορίας, ὁ ὁποῖος θὰ ἔχῃ συνομιλίας μετὰ τῶν Ἑλλήνων ἰθυνόντων ἐπὶ θεμάτων ἀμύνης.	[1333, 169, 1564, 216]
right-column	[1333, 8, 1564, 2316]
article-text: ΜΟΣΧΑ, 6 (Ἡνωμ. Τύπος).— Ἡ ἐφημερὶς «Πράβδα» ζητεῖ ἀπὸ τοὺς ἱστορικοὺς νὰ γράφουν μόνον τὴν ἀλήθειαν.	[1333, 311, 1564, 346]
trial-body	[593, 239, 1321, 1152]
article-text: ΛΟΝΔΙΝΟΝ, 6 (Ἡνωμ. Τύπος).— Τετρακινητήριον ἀεροπλάνον τῆς ἑταιρείας B.O.A.C. μὲ 70 ἐπιβάτας ἐπλήγη ὑπὸ κεραυνοῦ κατὰ τὴν πτῆσιν του ἄνωθεν τῆς Μάγχης. Οὐδεὶς τῶν ἐπιβατῶν ἔπαθε τι, τὸ δὲ ἀεροπλάνον προσεγειώθη κανονικῶς.	[398, 1390, 581, 1471]
sports-body	[6, 727, 387, 1629]
article-text: ΑΓΡΙΝΙΟΝ, 6.— Ἐφιαλτικὰς στιγμὰς διῆλθον οἱ οἰκοδόμοι οἱ ὁποῖοι διεσώθησαν ἐκ τοῦ καταστραφέντος ὑποστέγου. Συνεργεῖα διασώσεως ἐργάζονται ἀκαταπαύστως διὰ τὴν ἀπελευθέρωσιν τῶν ἐγκλωβισθέντων. Αὐτόπται μάρτυρες διηγοῦνται ὅτι ἡ κατάρρευσις ἐσημειώθη αἰφνιδίως, ἐνῶ οἱ ἐργάται εὑρίσκοντο εἰς τὴν ἐργασίαν των. Ἀμέσως ἔσπευσαν εἰς τὸν τόπον τῆς καταστροφῆς αἱ ἀρχαί, αἱ ὁποῖαι ἀνέλαβον τὴν διεύθυνσιν τῶν ἐργασιῶν. Ἐπὶ τόπου εὑρίσκονται ἀσθενοφόρα καὶ ἰατροί.	[839, 1353, 1074, 1490]
article-text: Μὲ πλῆρη τὴν δυναμικότητά του ἀναχωρεῖ σήμερον τὸ μεσημέρι διὰ τὴν Ἀθήνα ὁ Ἄρης, ὅπου θὰ ἀγωνισθῇ αὔριον μὲ τὸν Ἐθνικὸν Πειραιῶς διὰ τὸ πρωτάθλημα τῆς Α' Ἐθνικῆς κατηγορίας. Ὁ προπονητὴς τῆς ὁμάδος ἀνακοίνωσεν ὅτι θὰ χρησιμοποιηθῇ ἡ ἴδια ἑνδεκάς. Τὸ ἀπόγευμα ἔρχεται εἰς τὴν πόλιν μας ὁ Παναθηναϊκός, ὁ ὁποῖος θὰ ἀντιμετωπίσῃ αὔριον τὸν ΠΑΟΚ εἰς τὸ γήπεδον τῆς Τούμπας. Ἡ ἀναμέτρησις θεωρεῖται ἀπὸ τὰς πλέον ἐνδιαφερούσας τῆς ἡμέρας.	[202, 1301, 387, 1463]
article-text: Τέσσαρα ἄτομα ἐτραυματίσθησαν κατὰ τὰ χθεσινὰ τροχαῖα ἀτυχήματα εἰς τὴν πόλιν μας. Ἡ κατάστασις ἑνὸς ἐξ αὐτῶν κρίνεται κρισιμωτάτη. Ὑπὸ τοῦ αὐτοκινήτου ἐκτύπήθη ὁ πεζὸς εἰς τὴν ὁδὸν Ἐγνατίας καὶ μετεφέρθη εἰς τὸ νοσοκομεῖον.	[202, 1819, 387, 1899]
headline-crash: ΔΥΟ ΝΕΚΡΟΙ ΕΚ ΤΗΣ ΣΥΝΤΡΙΒΗΣ ΑΕΡΟΠΛΑΝΟΥ	[1351, 916, 1545, 943]
headline-accidents: ΤΕΣΣΑΡΕΣ ΤΡΑΥΜΑΤΙΑΙ ΕΙΣ ΘΕΣΣΑΛΟΝΙΚΗΝ ΕΚ ΤΩΝ ΧΘΕΣΙΝΩΝ ΤΡΟΧΑΙΩΝ ΑΤΥΧΗΜΑΤΩΝ	[6, 1641, 387, 1694]
accidents-body	[6, 1735, 387, 2167]
article-text: ΑΓΡΙΝΙΟΝ, 6.— Ἐφιαλτικὰς στιγμὰς διῆλθον οἱ οἰκοδόμοι οἱ ὁποῖοι διεσώθησαν ἐκ τοῦ καταστραφέντος ὑποστέγου. Συνεργεῖα διασώσεως ἐργάζονται ἀκαταπαύστως διὰ τὴν ἀπελευθέρωσιν τῶν ἐγκλωβισθέντων. Αὐτόπται μάρτυρες διηγοῦνται ὅτι ἡ κατάρρευσις ἐσημειώθη αἰφνιδίως, ἐνῶ οἱ ἐργάται εὑρίσκοντο εἰς τὴν ἐργασίαν των. Ἀμέσως ἔσπευσαν εἰς τὸν τόπον τῆς καταστροφῆς αἱ ἀρχαί, αἱ ὁποῖαι ἀνέλαβον τὴν διεύθυνσιν τῶν ἐργασιῶν. Ἐπὶ τόπου εὑρίσκονται ἀσθενοφόρα καὶ ἰατροί.	[839, 1670, 1074, 1808]
article-text: Μὲ πλῆρη τὴν δυναμικότητά του ἀναχωρεῖ σήμερον τὸ μεσημέρι διὰ τὴν Ἀθήνα ὁ Ἄρης, ὅπου θὰ ἀγωνισθῇ αὔριον μὲ τὸν Ἐθνικὸν Πειραιῶς διὰ τὸ πρωτάθλημα τῆς Α' Ἐθνικῆς κατηγορίας. Ὁ προπονητὴς τῆς ὁμάδος ἀνακοίνωσεν ὅτι θὰ χρησιμοποιηθῇ ἡ ἴδια ἑνδεκάς. Τὸ ἀπόγευμα ἔρχεται εἰς τὴν πόλιν μας ὁ Παναθηναϊκός, ὁ ὁποῖος θὰ ἀντιμετωπίσῃ αὔριον τὸν ΠΑΟΚ εἰς τὸ γήπεδον τῆς Τούμπας. Ἡ ἀναμέτρησις θεωρεῖται ἀπὸ τὰς πλέον ἐνδιαφερούσας τῆς ἡμέρας.	[202, 1138, 387, 1299]
subhead-panic: ΠΑΝΙΚΟΣ	[682, 1639, 738, 1653]
headline-students: Ο ΕΟΡΤΑΣΜΟΣ ΤΗΣ ΜΑΘΗΤΙΚΗΣ ΕΒΔΟΜΑΔΟΣ	[412, 1140, 567, 1166]
second-column	[398, 8, 581, 2316]
headline-romania: ΝΕΑΙ ΠΟΙΚΙΛΑΙ ΗΛΙΟΠΟΙΟΙ ΕΙΣ ΡΟΥΜΑΝΙΑΝ	[399, 1720, 580, 1747]
headline-protest: ΕΝΤΟΝΟΣ ΔΙΑΜΑΡΤΥΡΙΑ ΔΙΑ ΤΗΝ ΑΠΟΦΑΣΙΝ Τ ΗΣ ΕΠΙΤΡΟΠΗΣ ΤΙΜΩΝ ΕΠΙ ΤΩΝ ΑΠΟΔΟΧΩΝ	[404, 666, 575, 719]
headline-seato: Ο ΓΡΑΜΜΑΤΕΥΣ ΤΟΥ ΣΕΑΤΟ ΕΙΣ ΠΑΚΙΣΤΑΝ	[1353, 1003, 1544, 1029]
article-text: ΑΘΗΝΑΙ, 6.— Πρόκλησιν κατὰ τῶν ἐργαζομένων χαρακτηρίζει ἡ ΓΣΕΕ τὴν ἀπόφασιν τῆς Ἐπιτροπῆς τιμῶν καὶ εἰσοδημάτων ἐπὶ τῶν ἀποδοχῶν.	[398, 771, 581, 817]
article-text: Ἀνεκοινώθη ὅτι τὴν προσεχῆ Τρίτην θὰ ἀφιχθῇ εἰς Θεσσαλονίκην ὁ ἀρχηγὸς τῆς Ἀθήνας οἰκονομικῆς ἀποστολῆς τῆς Ἀνατολικῆς Γερμανίας, ὁ ὁποῖος θὰ παραμείνῃ ἐπὶ τριήμερον, διὰ νὰ ἔλθῃ εἰς ἐπαφὴν μετὰ τῶν ἐμπορικῶν κύκλων τῆς πόλεως. Σκοπὸς τῆς ἐπισκέψεως εἶναι ἡ αὔξησις τῶν ἀνταλλαγῶν μεταξὺ τῶν δύο χωρῶν.	[398, 203, 581, 318]
continued-label: ΣΥΝΕΧΕΙΑ	[1173, 1793, 1233, 1807]
article-text: ΜΟΣΧΑ, 6 (Ἡνωμ. Τύπος).— Ἡ ἐφημερὶς «Πράβδα» ζητεῖ ἀπὸ τοὺς ἱστορικοὺς νὰ γράφουν μόνον τὴν ἀλήθειαν.	[1333, 274, 1564, 308]
article-text: Ἀνεκοινώθη ὅτι τὴν προσεχῆ Τρίτην θὰ ἀφιχθῇ εἰς Θεσσαλονίκην ὁ ἀρχηγὸς τῆς Ἀθήνας οἰκονομικῆς ἀποστολῆς τῆς Ἀνατολικῆς Γερμανίας, ὁ ὁποῖος θὰ παραμείνῃ ἐπὶ τριήμερον, διὰ νὰ ἔλθῃ εἰς ἐπαφὴν μετὰ τῶν ἐμπορικῶν κύκλων τῆς πόλεως. Σκοπὸς τῆς ἐπισκέψεως εἶναι ἡ αὔξησις τῶν ἀνταλλαγῶν μεταξὺ τῶν δύο χωρῶν.	[398, 1594, 581, 1710]
article-text: Ὁ καιρὸς θὰ εἶναι αἴθριος μὲ ἐλαφρὰς νεφώσεις κατὰ περιοχάς. Ἄνεμοι βόρειοι ἀσθενεῖς. Θερμοκρασία εἰς ἐλαφρὰν ἄνοδον.	[398, 1083, 581, 1129]
lead-aris: Ὁ «Ἡρακλῆς» ἀναχωρεῖ αὔριον εἰς Σέρρας.— Ὁ Βουγιούκας ἐτιμωρήθη μὲ ἀποκλεισμὸν μέχρι τέλους τῆς περιόδου.— Ἀρχίζει τὴν Δευτέραν τὸ διεθνὲς τουρνουὰ μπάσκετ τοῦ «Ἀλεξάνδρου».— Τὸ πρωτάθλημα ποδοσφαίρου.	[6, 578, 363, 678]
